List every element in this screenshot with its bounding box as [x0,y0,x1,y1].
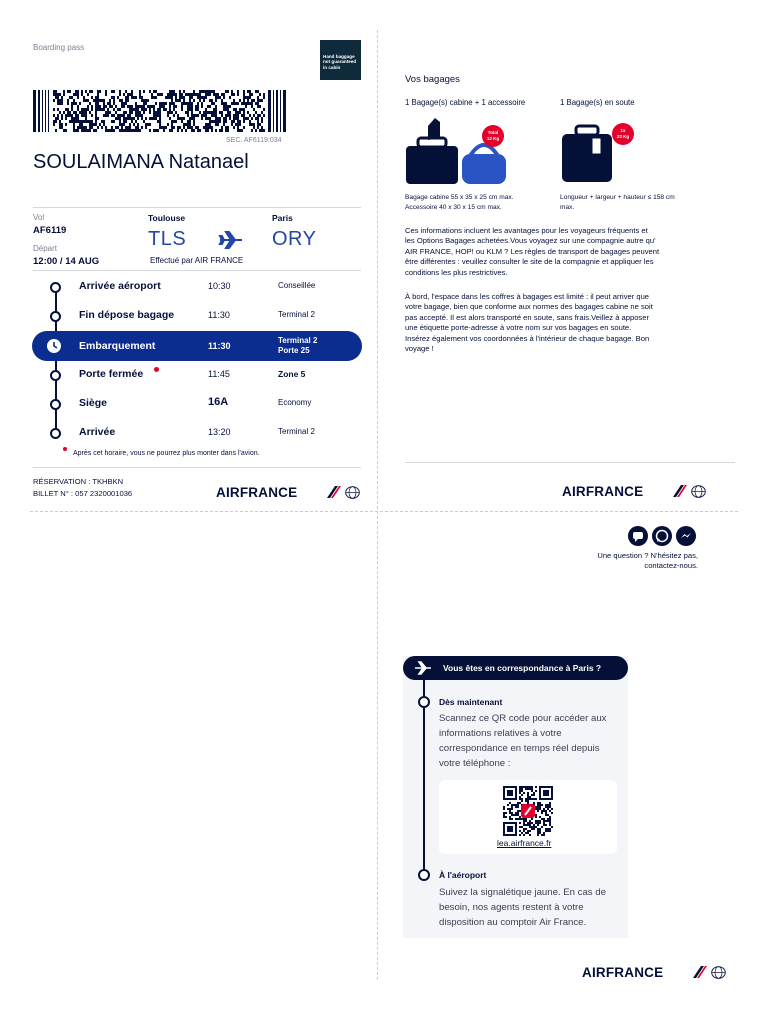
timeline-dot [50,282,61,293]
baggage-cabin-paragraph [405,292,737,354]
timeline-time: 10:30 [208,281,231,291]
timeline-info: Conseillée [278,281,316,290]
text-line: Scannez ce QR code pour accéder aux [439,713,607,724]
hand-baggage-notice-badge: Hand baggage not guaranteed in cabin [320,40,361,80]
baggage-title: Vos bagages [405,74,460,85]
step-airport-title: À l'aéroport [439,870,487,880]
paragraph-line: Insérez également vos coordonnées à l'intérieur de chaque bagage. Bon [405,333,650,343]
paragraph-line: une étiquette porte-adresse à votre nom sur vos bagages en soute. [405,323,632,333]
text-line: votre téléphone : [439,758,511,769]
hold-badge-line1: 1x [620,128,626,133]
destination-city: Paris [272,213,293,223]
timeline-time: 13:20 [208,427,231,437]
qr-link[interactable]: lea.airfrance.fr [497,838,552,848]
timeline-label: Fin dépose bagage [79,309,175,321]
text-line: informations relatives à votre [439,728,562,739]
airfrance-stripe-icon [325,486,341,498]
cabin-dimensions [405,193,514,214]
cabin-baggage-illustration [404,112,519,187]
contact-line: Une question ? N'hésitez pas, [597,551,698,560]
divider [405,462,735,463]
cabin-baggage-title: 1 Bagage(s) cabine + 1 accessoire [405,98,526,107]
paragraph-line: conditions les plus restrictives. [405,267,508,277]
boarding-pass-title: Boarding pass [33,43,85,52]
destination-code: ORY [272,228,317,250]
timeline-row-seat [32,394,362,418]
timeline-row-arrival-airport [32,277,362,301]
timeline-dot [50,370,61,381]
cabin-class: Economy [278,398,312,407]
airfrance-stripe-icon [691,966,707,978]
text-line: correspondance en temps réel depuis [439,743,600,754]
timeline-info: Terminal 2 [278,427,315,436]
vertical-fold-line [377,30,378,980]
sequence-number: SEC. AF6119:034 [226,137,282,144]
reservation-code: RÉSERVATION : TKHBKN [33,477,124,486]
timeline-label: Porte fermée [79,368,144,380]
paragraph-line: les Options Bagages achetées.Vous voyagez sur une compagnie autre qu' [405,236,656,246]
skyteam-icon [345,486,360,499]
clock-icon [46,338,62,354]
timeline-time: 11:30 [208,341,231,351]
divider [33,270,361,271]
operated-by: Effectué par AIR FRANCE [150,256,244,265]
paragraph-line: être différentes : veuillez consulter le site de la compagnie et appliquer les [405,257,654,267]
hold-baggage-illustration [560,112,640,187]
timeline-row-boarding [32,331,362,361]
cabin-badge-line1: Total [487,130,499,135]
departure-time: 12:00 / 14 AUG [33,256,100,267]
timeline-info-gate: Porte 25 [278,346,310,355]
paragraph-line: pas accepté. Il est alors transporté en soute, sans frais.Veillez à apposer [405,312,649,322]
timeline-row-arrival [32,423,362,447]
skyteam-icon [711,966,726,979]
hold-baggage-title: 1 Bagage(s) en soute [560,98,635,107]
timeline-info: Terminal 2 [278,310,315,319]
divider [33,467,361,468]
divider [33,207,361,208]
messenger-icon[interactable] [676,526,696,546]
timeline-row-gate-closed [32,365,362,389]
seat-number: 16A [208,396,229,408]
timeline-info: Zone 5 [278,369,306,379]
pdf417-barcode [33,90,286,132]
origin-code: TLS [148,228,187,250]
paragraph-line: AIR FRANCE, HOP! ou KLM ? Les règles de transport de bagages peuvent [405,246,660,256]
timeline-dot [50,428,61,439]
red-marker-dot [63,447,67,451]
connecting-flight-icon [413,661,433,675]
baggage-info-paragraph [405,226,737,278]
paragraph-line: À bord, l'espace dans les coffres à bagages est limité : il peut arriver que [405,292,650,301]
timeline-time: 11:45 [208,369,230,379]
text-line: disposition au comptoir Air France. [439,917,587,928]
timeline-dot [418,869,430,881]
hold-dimensions-line: max. [560,204,575,212]
paragraph-line: votre bagage, bien que conforme aux normes des bagages cabine ne soit [405,302,653,312]
airfrance-logo: AIRFRANCE [216,485,298,500]
footnote: Après cet horaire, vous ne pourrez plus monter dans l'avion. [73,450,260,457]
qr-card[interactable] [439,780,617,854]
red-marker-dot [154,367,159,372]
timeline-label: Siège [79,397,108,409]
step-now-title: Dès maintenant [439,697,503,707]
paragraph-line: voyage ! [405,344,434,354]
cabin-badge-line2: 12 Kg [486,136,500,141]
timeline-label: Arrivée aéroport [79,280,161,292]
hold-dimensions-line: Longueur + largeur + hauteur ≤ 158 cm [560,194,675,201]
timeline-time: 11:30 [208,310,230,320]
origin-city: Toulouse [148,213,186,223]
text-line: Suivez la signalétique jaune. En cas de [439,887,606,898]
timeline-dot [50,399,61,410]
step-airport-text [439,885,606,930]
airfrance-logo: AIRFRANCE [562,484,644,499]
ticket-number: BILLET N° : 057 2320001036 [33,489,133,498]
qr-code[interactable] [502,786,554,836]
cabin-dimensions-line: Bagage cabine 55 x 35 x 25 cm max. [405,194,514,201]
timeline-info: Terminal 2 [278,336,318,345]
hold-dimensions [560,193,675,214]
connection-title: Vous êtes en correspondance à Paris ? [443,663,602,673]
chat-icon[interactable] [628,526,648,546]
paragraph-line: Ces informations incluent les avantages pour les voyageurs fréquents et [405,226,648,235]
flight-label: Vol [33,213,45,222]
accessory-dimensions-line: Accessoire 40 x 30 x 15 cm max. [405,204,502,212]
departure-label: Départ [33,244,58,253]
passenger-name: SOULAIMANA Natanael [33,151,249,173]
contact-text [560,551,698,571]
timeline-dot [418,696,430,708]
timeline-dot [50,311,61,322]
flight-number: AF6119 [33,225,67,236]
hold-badge-line2: 23 Kg [616,134,630,139]
skyteam-icon [691,485,706,498]
text-line: besoin, nos agents restent à votre [439,902,584,913]
connection-timeline-line [423,680,425,880]
timeline-label: Embarquement [79,340,156,352]
timeline-label: Arrivée [79,426,116,438]
horizontal-fold-line [30,511,738,512]
airfrance-logo: AIRFRANCE [582,965,664,980]
contact-line: contactez-nous. [644,561,698,570]
connection-header [403,656,628,680]
step-now-text [439,711,606,771]
airplane-icon [218,230,244,250]
airfrance-stripe-icon [671,485,687,497]
whatsapp-icon[interactable] [652,526,672,546]
timeline-row-bag-drop [32,306,362,330]
